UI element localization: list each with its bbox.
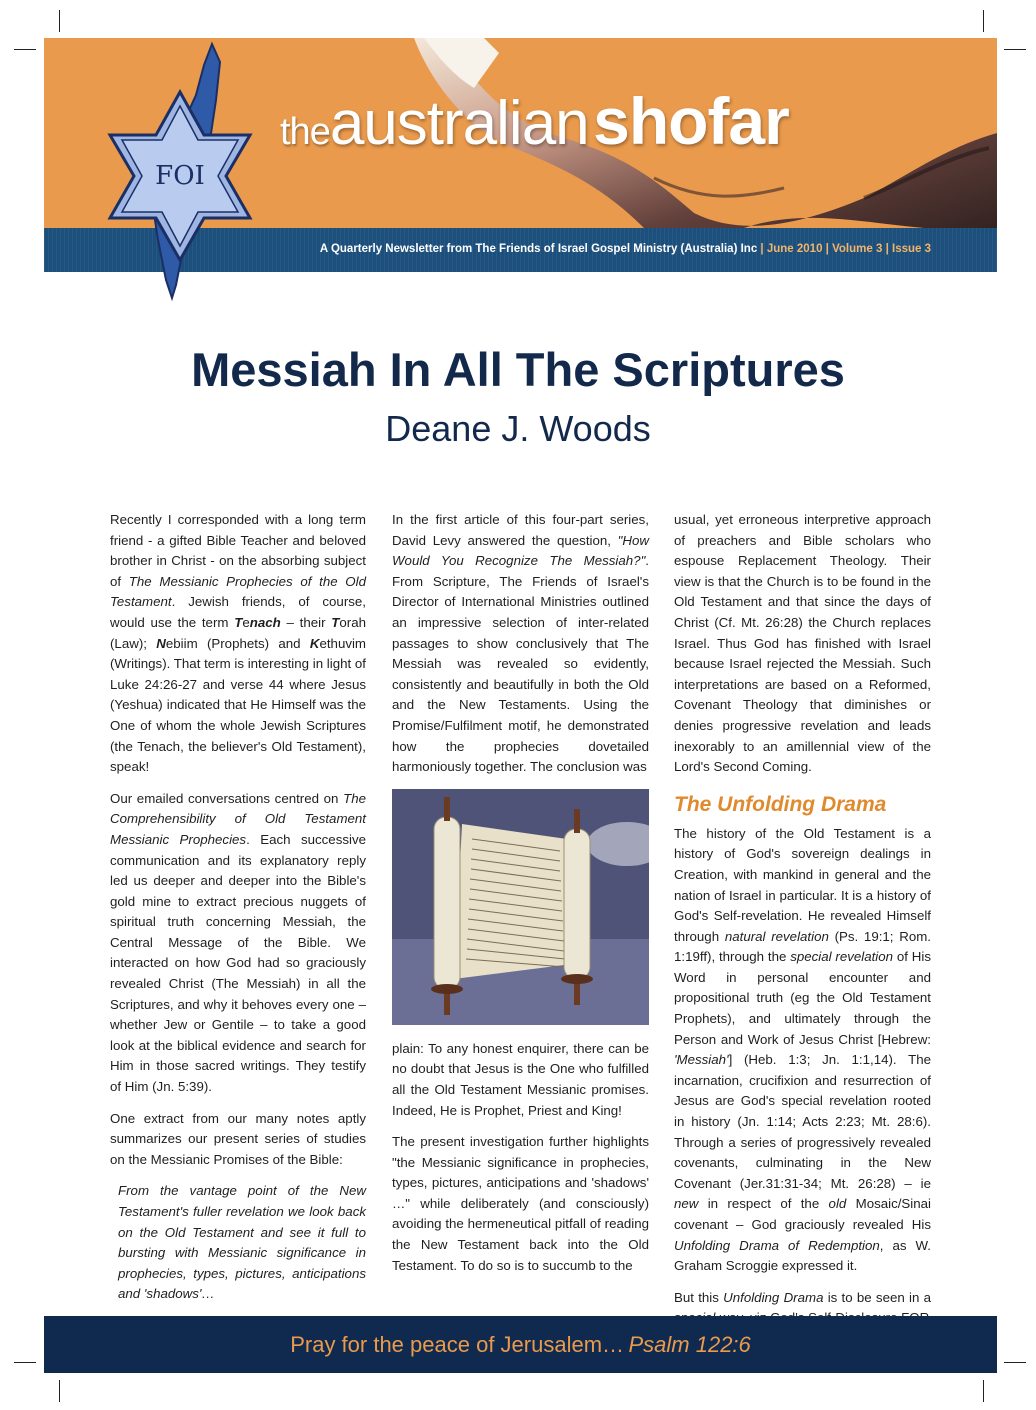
paragraph: usual, yet erroneous interpretive approach of preachers and Bible scholars who espouse Replacement Theology. Their view is that the Church is to be found in the Old Testament and that since the days of Christ (Cf. Mt. 26:28) the Church replaces Israel. Thus God has finished with Israel because Israel rejected the Messiah. Such interpretations are based on a Reformed, Covenant Theology that diminishes or denies progressive revelation and leads inexorably to an amillennial view of the Lord's Second Coming. bbox=[674, 512, 931, 775]
column-1 bbox=[110, 510, 366, 1316]
paragraph: But this Unfolding Drama is to be seen in a bbox=[674, 1289, 931, 1305]
footer-scripture-ref: Psalm 122:6 bbox=[628, 1332, 751, 1357]
masthead-title bbox=[280, 84, 789, 158]
masthead-shofar: shofar bbox=[593, 84, 789, 158]
paragraph: One extract from our many notes aptly summarizes our present series of studies on the Messianic Promises of the Bible: bbox=[110, 1110, 366, 1167]
footer-text: Pray for the peace of Jerusalem… bbox=[290, 1332, 625, 1357]
paragraph: Our emailed conversations centred on The Comprehensibility of Old Testament Messianic Prophecies. Each successive communication and its explanatory reply led us deeper and deeper into the Bible's gold mine to extract precious nuggets of spiritual truth concerning Messiah, the Central Message of the Bible. We interacted on how God had so graciously revealed Christ (The Messiah) in all the Scriptures, and why it behoves every one – whether Jew or Gentile – to take a good look at the biblical evidence and search for Him in those sacred writings. They testify of Him (Jn. 5:39). bbox=[110, 790, 366, 1095]
foi-star-logo bbox=[100, 40, 260, 302]
crop-mark bbox=[1004, 1362, 1026, 1363]
paragraph: In the first article of this four-part series, David Levy answered the question, "How Would You Recognize The Messiah?". From Scripture, The Friends of Israel's Director of International Ministries outlined an impressive selection of inter-related passages to show conclusively that The Messiah was revealed so evidently, consistently and beautifully in both the Old and the New Testaments. Using the Promise/Fulfilment motif, he demonstrated how the prophecies dovetailed harmoniously together. The conclusion was bbox=[392, 512, 649, 775]
masthead-australian: australian bbox=[329, 89, 589, 158]
crop-mark bbox=[59, 1380, 60, 1402]
paragraph: Recently I corresponded with a long term friend - a gifted Bible Teacher and beloved brother in Christ - on the absorbing subject of The Messianic Prophecies of the Old Testament. Jewish friends, of course, would use the term Tenach – their Torah (Law); Nebiim (Prophets) and Kethuvim (Writings). That term is interesting in light of Luke 24:26-27 and verse 44 where Jesus (Yeshua) indicated that He Himself was the One of whom the whole Jewish Scriptures (the Tenach, the believer's Old Testament), speak! bbox=[110, 512, 367, 775]
paragraph: plain: To any honest enquirer, there can be no doubt that Jesus is the One who fulfilled all the Old Testament Messianic promises. Indeed, He is Prophet, Priest and King! bbox=[392, 1040, 649, 1118]
column-2 bbox=[392, 510, 649, 1287]
crop-mark bbox=[14, 49, 36, 50]
paragraph: The present investigation further highlights "the Messianic significance in prophecies, types, pictures, anticipations and 'shadows' …" while deliberately (and consciously) avoiding the hermeneutical pitfall of reading the New Testament back into the Old Testament. To do so is to succumb to the bbox=[392, 1134, 649, 1273]
crop-mark bbox=[1004, 49, 1026, 50]
issue-number: Issue 3 bbox=[892, 243, 931, 255]
issue-date: June 2010 bbox=[766, 243, 823, 255]
torah-scroll-image bbox=[392, 789, 649, 1025]
crop-mark bbox=[59, 10, 60, 32]
strip-text: A Quarterly Newsletter from The Friends of Israel Gospel Ministry (Australia) Inc | June 2010 | Volume 3 | Issue 3 bbox=[319, 243, 931, 255]
article-title: Messiah In All The Scriptures bbox=[191, 343, 845, 396]
quote: From the vantage point of the New Testament's fuller revelation we look back on the Old Testament and see it full to bursting with Messianic significance in prophecies, types, pictures, anticipations and 'shadows'… bbox=[118, 1183, 366, 1302]
crop-mark bbox=[983, 10, 984, 32]
column-3 bbox=[674, 510, 931, 1340]
crop-mark bbox=[983, 1380, 984, 1402]
torah-scroll-photo bbox=[392, 789, 649, 1025]
section-heading: The Unfolding Drama bbox=[674, 792, 887, 816]
article-author: Deane J. Woods bbox=[385, 408, 651, 449]
footer-banner bbox=[44, 1316, 997, 1373]
masthead-the: the bbox=[280, 111, 330, 153]
crop-mark bbox=[14, 1362, 36, 1363]
strip-description: A Quarterly Newsletter from The Friends of Israel Gospel Ministry (Australia) Inc bbox=[319, 243, 758, 255]
issue-volume: Volume 3 bbox=[832, 243, 883, 255]
logo-text: FOI bbox=[155, 161, 205, 191]
paragraph: The history of the Old Testament is a history of God's sovereign dealings in Creation, with mankind in general and the nation of Israel in particular. It is a history of God's Self-revelation. He revealed Himself through natural revelation (Ps. 19:1; Rom. 1:19ff), through the special revelation of His Word in personal encounter and propositional truth (eg the Old Testament Prophets), and ultimately through the Person and Work of Jesus Christ [Hebrew: 'Messiah'] (Heb. 1:3; Jn. 1:1,14). The incarnation, crucifixion and resurrection of Jesus are God's special revelation rooted in history (Jn. 1:14; Acts 2:23; Mt. 28:6). Through a series of progressively revealed covenants, culminating in the New Covenant (Jer.31:31-34; Mt. 26:28) – ie new in respect of the old Mosaic/Sinai covenant – God graciously revealed His Unfolding Drama of Redemption, as W. Graham Scroggie expressed it. bbox=[674, 825, 931, 1274]
